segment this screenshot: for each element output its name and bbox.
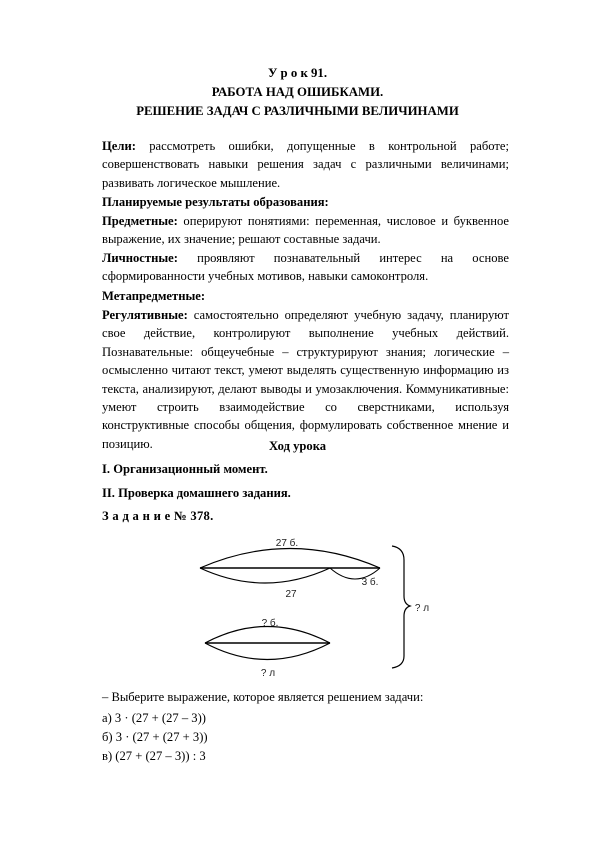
goals-text: рассмотреть ошибки, допущенные в контрольной работе; совершенствовать навыки решения задач с различными величинами; развивать логическое мышление. [102,139,509,190]
upper-long-arc [200,549,380,569]
brace-label: ? л [414,603,430,614]
subject-label: Предметные: [102,214,178,228]
lower-lower-arc [205,643,330,660]
section-2-heading: II. Проверка домашнего задания. [102,486,291,500]
personal-text: проявляют познавательный интерес на основе сформированности учебных мотивов, навыки самоконтроля. [102,251,509,284]
lesson-title-line2: РЕШЕНИЕ ЗАДАЧ С РАЗЛИЧНЫМИ ВЕЛИЧИНАМИ [136,104,459,118]
right-small-label: 3 б. [361,577,379,588]
option-a: а) 3 · (27 + (27 – 3)) [102,711,206,725]
planned-results-heading: Планируемые результаты образования: [102,195,329,209]
lesson-title-line1: РАБОТА НАД ОШИБКАМИ. [211,85,384,99]
section-1-heading: I. Организационный момент. [102,462,268,476]
goals-label: Цели: [102,139,136,153]
right-brace [392,546,410,668]
option-c: в) (27 + (27 – 3)) : 3 [102,749,206,763]
meta-heading: Метапредметные: [102,289,206,303]
task-heading: З а д а н и е № 378. [102,509,214,523]
regulative-label: Регулятивные: [102,308,188,322]
option-b: б) 3 · (27 + (27 + 3)) [102,730,208,744]
lower-label: ? л [260,668,276,679]
question-text: – Выберите выражение, которое является решением задачи: [102,690,424,704]
mid-label: ? б. [261,618,279,629]
subject-text: оперируют понятиями: переменная, числовое и буквенное выражение, их значение; решают составные задачи. [102,214,509,247]
lesson-number: У р о к 91. [267,66,328,80]
personal-label: Личностные: [102,251,178,265]
top-label: 27 б. [275,538,299,549]
upper-long-lower-arc [200,568,330,583]
regulative-text: самостоятельно определяют учебную задачу, планируют свое действие, контролируют выполнение учебных действий. Познавательные: общеучебные – структурируют знания; логические – осмысленно читают текст, умеют выделять существенную информацию из текста, анализируют, делают выводы и умозаключения. Коммуникативные: умеют строить взаимодействие со сверстниками, используя конструктивные способы общения, формулировать собственное мнение и позицию. [102,308,509,451]
top-bottom-label: 27 [285,589,297,600]
lesson-flow-heading: Ход урока [268,439,327,453]
